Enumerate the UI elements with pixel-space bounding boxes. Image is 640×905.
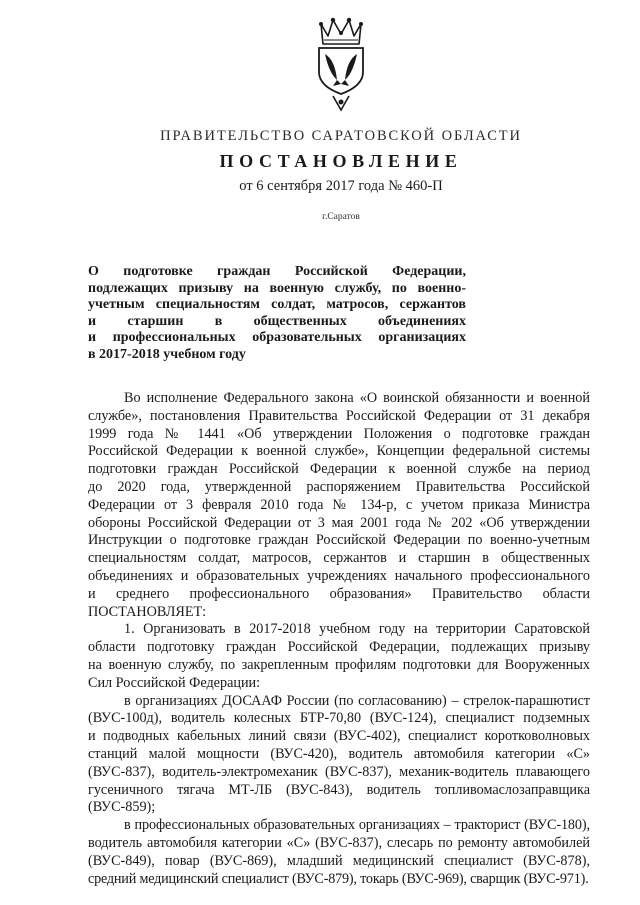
preamble-line: и среднего профессионального образования» Правительство области — [88, 585, 590, 602]
subject-line: и профессиональных образовательных организациях — [88, 330, 466, 346]
preamble-line: службе», постановления Правительства Российской Федерации от 31 декабря — [88, 407, 590, 424]
dosaaf-line: (ВУС-837), водитель-электромеханик (ВУС-837), механик-водитель плавающего — [88, 763, 590, 780]
item-1-line: 1. Организовать в 2017-2018 учебном году на территории Саратовской — [124, 621, 590, 638]
prof-org-line: средний медицинский специалист (ВУС-879), токарь (ВУС-969), сварщик (ВУС-971). — [88, 870, 589, 887]
government-name: ПРАВИТЕЛЬСТВО САРАТОВСКОЙ ОБЛАСТИ — [160, 128, 522, 144]
decree-subject-heading — [88, 264, 466, 364]
preamble-line: Инструкции о подготовке граждан Российской Федерации по военно-учетным — [88, 532, 590, 549]
subject-line: подлежащих призыву на военную службу, по военно- — [88, 280, 466, 296]
item-1-line: области подготовку граждан Российской Федерации, подлежащих призыву — [88, 639, 590, 656]
preamble-line: специальностям солдат, матросов, сержантов и старшин в общественных — [88, 550, 590, 567]
dosaaf-line: (ВУС-100д), водитель колесных БТР-70,80 (ВУС-124), специалист подземных — [88, 710, 590, 727]
dosaaf-line: станций малой мощности (ВУС-420), водитель автомобиля категории «С» — [88, 745, 590, 762]
subject-line: в 2017-2018 учебном году — [88, 346, 246, 362]
dosaaf-line: (ВУС-859); — [88, 799, 156, 816]
preamble-line: обороны Российской Федерации от 3 мая 2001 года № 202 «Об утверждении — [88, 514, 590, 531]
preamble-line: подготовки граждан Российской Федерации к военной службе на период — [88, 461, 590, 478]
document-date-number: от 6 сентября 2017 года № 460-П — [239, 178, 443, 194]
item-1-line: Сил Российской Федерации: — [88, 674, 261, 691]
prof-org-line: в профессиональных образовательных организациях – тракторист (ВУС-180), — [124, 817, 590, 834]
subject-line: и старшин в общественных объединениях — [88, 313, 466, 329]
subject-line: учетным специальностям солдат, матросов, сержантов — [88, 297, 466, 313]
document-city: г.Саратов — [322, 212, 360, 222]
preamble-resolves: ПОСТАНОВЛЯЕТ: — [88, 603, 207, 620]
prof-org-line: (ВУС-849), повар (ВУС-869), младший медицинский специалист (ВУС-878), — [88, 852, 590, 869]
dosaaf-line: гусеничного тягача МТ-ЛБ (ВУС-843), водитель топливомаслозаправщика — [88, 781, 590, 798]
preamble-line: Во исполнение Федерального закона «О воинской обязанности и военной — [124, 390, 590, 406]
preamble-line: Российской Федерации к военной службе», Концепции федеральной системы — [88, 443, 590, 460]
saratov-oblast-crest-icon — [311, 14, 371, 114]
subject-line: О подготовке граждан Российской Федерации, — [88, 264, 466, 279]
document-type-title: ПОСТАНОВЛЕНИЕ — [219, 151, 463, 171]
dosaaf-line: в организациях ДОСААФ России (по согласованию) – стрелок-парашютист — [124, 692, 590, 709]
item-1-line: на военную службу, по закрепленным профилям подготовки для Вооруженных — [88, 656, 590, 673]
prof-org-line: водитель автомобиля категории «С» (ВУС-837), слесарь по ремонту автомобилей — [88, 834, 590, 851]
preamble-line: до 2020 года, утвержденной распоряжением Правительства Российской — [88, 478, 590, 495]
preamble-line: Федерации от 3 февраля 2010 года № 134-р, с учетом приказа Министра — [88, 496, 590, 513]
decree-body — [88, 390, 590, 888]
preamble-line: объединениях и образовательных учреждениях начального профессионального — [88, 567, 590, 584]
dosaaf-line: и подводных кабельных линий связи (ВУС-402), специалист коротковолновых — [88, 728, 590, 745]
preamble-line: 1999 года № 1441 «Об утверждении Положения о подготовке граждан — [88, 425, 590, 442]
